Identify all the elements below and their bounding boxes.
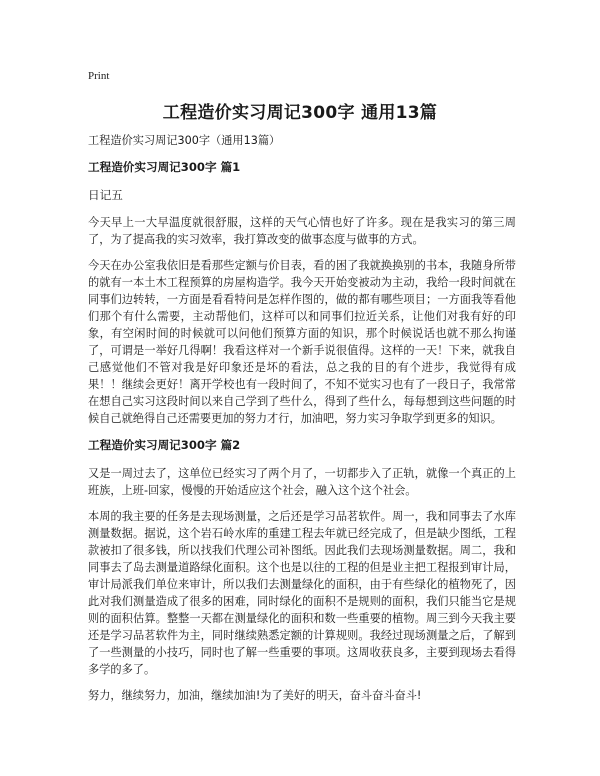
paragraph: 本周的我主要的任务是去现场测量，之后还是学习品茗软件。周一，我和同事去了水库测量数据。据说，这个岩石岭水库的重建工程去年就已经完成了，但是缺少图纸，工程款被扣了很多钱，所以找我们代理公司补图纸。因此我们去现场测量数据。周二，我和同事去了岛去测量道路绿化面积。这个也是以往的工程的但是业主把工程报到审计局，审计局派我们单位来审计，所以我们去测量绿化的面积，由于有些绿化的植物死了，因此对我们测量造成了很多的困难，同时绿化的面积不是规则的面积，我们只能当它是规则的面积估算。整整一天都在测量绿化的面积和数一些重要的植物。周三到今天我主要还是学习品茗软件为主，同时继续熟悉定额的计算规则。我经过现场测量之后，了解到了一些测量的小技巧，同时也了解一些重要的事项。这周收获良多，主要到现场去看得多学的多了。 (88, 510, 516, 676)
document-subtitle: 工程造价实习周记300字（通用13篇） (88, 134, 281, 147)
paragraph: 今天早上一大早温度就很舒服，这样的天气心情也好了许多。现在是我实习的第三周了，为了提高我的实习效率，我打算改变的做事态度与做事的方式。 (88, 216, 516, 246)
diary-label: 日记五 (88, 188, 123, 202)
section-heading-1: 工程造价实习周记300字 篇1 (88, 160, 241, 174)
paragraph: 今天在办公室我依旧是看那些定额与价目表，看的困了我就换换别的书本，我随身所带的就有一本土木工程预算的房屋构造学。我今天开始变被动为主动，我给一段时间就在同事们边转转，一方面是看看特问是怎样作图的，做的都有哪些项目；一方面我等看他们那个有什么需要，主动帮他们，这样可以和同事们拉近关系，让他们对我有好的印象，有空闲时间的时候就可以问他们预算方面的知识，那个时候说话也就不那么拘谨了，可谓是一举好几得啊！我看这样对一个新手说很值得。这样的一天！下来，就我自己感觉他们不管对我是好印象还是坏的看法，总之我的目的有个进步，我觉得有成果！！继续会更好！离开学校也有一段时间了，不知不觉实习也有了一段日子，我常常在想自己实习这段时间以来自己学到了些什么，得到了些什么，每每想到这些问题的时候自己就绝得自己还需要更加的努力才行，加油吧，努力实习争取学到更多的知识。 (88, 259, 516, 425)
page-title: 工程造价实习周记300字 通用13篇 (162, 103, 438, 123)
paragraph: 努力，继续努力，加油，继续加油!为了美好的明天，奋斗奋斗奋斗! (88, 689, 422, 702)
section-heading-2: 工程造价实习周记300字 篇2 (88, 438, 241, 452)
print-link[interactable]: Print (88, 70, 110, 82)
document-body (88, 132, 516, 713)
paragraph: 又是一周过去了，这单位已经实习了两个月了，一切都步入了正轨，就像一个真正的上班族，上班-回家，慢慢的开始适应这个社会，融入这个这个社会。 (88, 467, 516, 497)
